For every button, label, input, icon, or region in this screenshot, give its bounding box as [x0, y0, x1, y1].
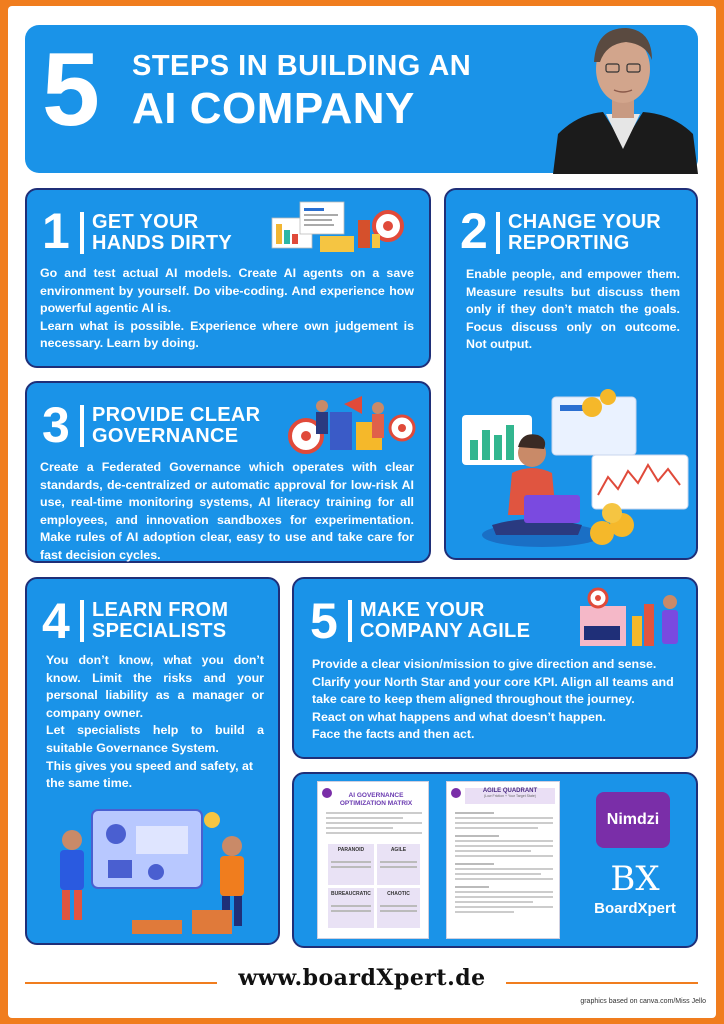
step-5-divider: [348, 600, 352, 642]
step-5-paragraph-3: Face the facts and then act.: [312, 727, 475, 742]
doc1-title-line-2: OPTIMIZATION MATRIX: [339, 799, 413, 807]
step-3-title-line-2: GOVERNANCE: [92, 425, 239, 447]
doc2-header: [465, 788, 555, 804]
step-4-title: [92, 600, 228, 642]
step-4-paragraph-3: This gives you speed and safety, at the same time.: [46, 758, 254, 791]
step-1-paragraph-2: Learn what is possible. Experience where own judgement is necessary. Learn by doing.: [40, 318, 414, 351]
document-preview-agile-quadrant: [446, 781, 560, 939]
doc1-matrix: [328, 844, 420, 928]
step-2-title: [508, 212, 661, 254]
step-5-title-line-2: COMPANY AGILE: [360, 620, 531, 642]
step-2-paragraph-1: Enable people, and empower them. Measure results but discuss them only if they don’t match the goals. Focus discuss only on outcome. Not output.: [466, 267, 680, 352]
step-1-illustration: [270, 200, 410, 256]
title-line-2: AI COMPANY: [132, 84, 415, 133]
step-1-divider: [80, 212, 84, 254]
step-5-paragraph-1: Provide a clear vision/mission to give direction and sense. Clarify your North Star and your core KPI. Align all teams and take care to keep them aligned throughout the journey.: [312, 657, 674, 707]
graphics-credit: graphics based on canva.com/Miss Jello: [580, 998, 706, 1005]
step-5-number: 5: [310, 593, 338, 649]
step-3-divider: [80, 405, 84, 447]
step-2-illustration: [452, 385, 692, 555]
matrix-cell-agile: [377, 844, 420, 885]
doc1-title-line-1: AI GOVERNANCE: [348, 792, 404, 799]
document-badge-icon: [451, 788, 461, 798]
step-1-paragraph-1: Go and test actual AI models. Create AI agents on a save environment by yourself. Do vibe-coding. And experience how powerful agentic AI is.: [40, 266, 414, 316]
step-5-title-line-1: MAKE YOUR: [360, 599, 485, 621]
matrix-cell-chaotic-label: CHAOTIC: [387, 890, 410, 897]
step-3-title-line-1: PROVIDE CLEAR: [92, 404, 261, 426]
step-5-illustration: [578, 586, 688, 656]
matrix-cell-agile-label: AGILE: [390, 847, 407, 853]
step-4-title-line-2: SPECIALISTS: [92, 620, 227, 642]
step-4-number: 4: [42, 593, 70, 649]
step-4-paragraph-2: Let specialists help to build a suitable Governance System.: [46, 723, 264, 756]
step-3-title: [92, 405, 260, 447]
step-2-title-line-2: REPORTING: [508, 232, 630, 254]
step-2-body: [466, 266, 680, 354]
document-preview-governance-matrix: [317, 781, 429, 939]
doc2-subtitle: (Low Friction + Your Target State): [484, 794, 536, 798]
header-number: 5: [42, 32, 100, 148]
step-5-title: [360, 600, 530, 642]
step-1-title-line-1: GET YOUR: [92, 211, 199, 233]
matrix-cell-chaotic: [377, 888, 420, 929]
step-4-paragraph-1: You don’t know, what you don’t know. Limit the risks and your personal liability as a manager or company owner.: [46, 653, 264, 720]
step-1-title: [92, 212, 232, 254]
step-3-paragraph-1: Create a Federated Governance which operates with clear standards, de-centralized or automatic approval for low-risk AI use, real-time monitoring systems, AI literacy training for all employees, and innovation sandboxes for experimentation. Make rules of AI adoption clear, easy to use and take care for fast decision cycles.: [40, 460, 414, 563]
step-2-title-line-1: CHANGE YOUR: [508, 211, 661, 233]
doc1-title: [328, 792, 424, 808]
boardxpert-logo: [588, 859, 682, 917]
boardxpert-wordmark: BoardXpert: [594, 900, 676, 917]
website-link[interactable]: www.boardXpert.de: [238, 965, 486, 991]
matrix-cell-paranoid-label: PARANOID: [337, 847, 365, 853]
step-2-divider: [496, 212, 500, 254]
step-1-body: [40, 265, 414, 353]
step-4-title-line-1: LEARN FROM: [92, 599, 229, 621]
doc2-title: AGILE QUADRANT: [482, 788, 538, 794]
doc2-text-lines: [455, 812, 553, 916]
step-4-illustration: [32, 790, 272, 940]
footer: [8, 963, 716, 993]
step-5-body: [312, 656, 688, 744]
matrix-cell-bureaucratic: [328, 888, 374, 929]
page-title: [132, 52, 471, 131]
step-3-body: [40, 459, 414, 565]
nimdzi-logo: [596, 792, 670, 848]
step-1-title-line-2: HANDS DIRTY: [92, 232, 232, 254]
matrix-cell-paranoid: [328, 844, 374, 885]
step-2-number: 2: [460, 203, 488, 259]
bx-monogram: BX: [610, 859, 660, 899]
step-4-body: [46, 652, 264, 793]
title-line-1: STEPS IN BUILDING AN: [132, 50, 472, 82]
doc1-text-lines: [326, 812, 422, 837]
step-3-number: 3: [42, 397, 70, 453]
step-3-illustration: [286, 392, 416, 454]
nimdzi-logo-text: Nimdzi: [606, 811, 660, 828]
step-4-divider: [80, 600, 84, 642]
matrix-cell-bureaucratic-label: BUREAUCRATIC: [331, 890, 371, 897]
author-portrait-image: [548, 14, 698, 174]
step-1-number: 1: [42, 203, 70, 259]
step-5-paragraph-2: React on what happens and what doesn’t happen.: [312, 709, 606, 724]
